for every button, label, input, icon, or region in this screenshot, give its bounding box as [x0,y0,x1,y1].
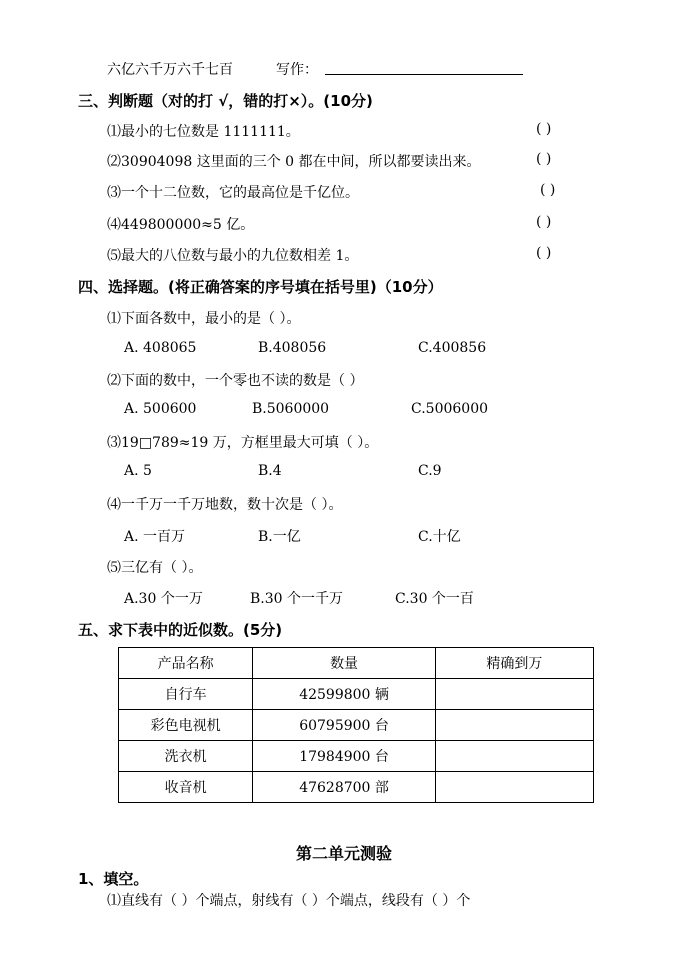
choice-question-5: ⑸三亿有（ ）。 [107,560,203,576]
choice-1-option-b[interactable]: B.408056 [258,340,327,356]
quantity-cell: 42599800 辆 [253,679,435,710]
answer-cell[interactable] [435,741,593,772]
choice-question-1: ⑴下面各数中，最小的是（ ）。 [107,311,301,327]
judge-item-2: ⑵30904098 这里面的三个 0 都在中间，所以都要读出来。 [107,154,481,170]
table-header-row [119,648,594,679]
choice-5-option-c[interactable]: C.30 个一百 [395,591,474,607]
number-to-write: 六亿六千万六千七百 [107,62,233,78]
choice-2-option-a[interactable]: A. 500600 [124,401,197,417]
choice-3-option-a[interactable]: A. 5 [124,463,152,479]
approximation-table [118,647,594,803]
write-label: 写作： [276,62,318,78]
choice-5-option-a[interactable]: A.30 个一万 [124,591,203,607]
section3-title: 三、判断题（对的打 √，错的打×）。(10分) [78,92,373,110]
judge-answer-2[interactable]: ( ) [536,151,552,167]
choice-question-3: ⑶19□789≈19 万，方框里最大可填（ ）。 [107,435,379,451]
judge-answer-3[interactable]: ( ) [540,182,556,198]
table-row [119,741,594,772]
product-name-cell: 洗衣机 [119,741,253,772]
judge-answer-4[interactable]: ( ) [536,214,552,230]
product-name-cell: 彩色电视机 [119,710,253,741]
quantity-cell: 60795900 台 [253,710,435,741]
choice-4-option-c[interactable]: C.十亿 [418,529,461,545]
choice-4-option-b[interactable]: B.一亿 [258,529,301,545]
product-name-cell: 收音机 [119,772,253,803]
judge-item-3: ⑶一个十二位数，它的最高位是千亿位。 [107,185,359,201]
judge-answer-5[interactable]: ( ) [536,245,552,261]
choice-4-option-a[interactable]: A. 一百万 [124,529,186,545]
choice-5-option-b[interactable]: B.30 个一千万 [250,591,344,607]
judge-item-1: ⑴最小的七位数是 1111111。 [107,124,300,140]
choice-question-4: ⑷一千万一千万地数，数十次是（ ）。 [107,497,343,513]
header-quantity: 数量 [253,648,435,679]
section4-title: 四、选择题。(将正确答案的序号填在括号里)（10分） [78,278,443,296]
choice-2-option-b[interactable]: B.5060000 [252,401,330,417]
judge-answer-1[interactable]: ( ) [536,121,552,137]
unit2-title: 第二单元测验 [295,844,392,863]
table-row [119,772,594,803]
answer-cell[interactable] [435,679,593,710]
header-round-to-wan: 精确到万 [435,648,593,679]
judge-item-4: ⑷449800000≈5 亿。 [107,217,255,233]
header-product-name: 产品名称 [119,648,253,679]
table-row [119,679,594,710]
choice-2-option-c[interactable]: C.5006000 [411,401,489,417]
unit2-q1-line: ⑴直线有（ ）个端点，射线有（ ）个端点，线段有（ ）个 [107,893,471,909]
section5-title: 五、求下表中的近似数。(5分) [78,621,283,639]
table-row [119,710,594,741]
write-answer-blank[interactable] [325,74,523,75]
choice-1-option-c[interactable]: C.400856 [418,340,487,356]
judge-item-5: ⑸最大的八位数与最小的九位数相差 1。 [107,248,359,264]
product-name-cell: 自行车 [119,679,253,710]
choice-3-option-b[interactable]: B.4 [258,463,282,479]
answer-cell[interactable] [435,710,593,741]
quantity-cell: 17984900 台 [253,741,435,772]
choice-question-2: ⑵下面的数中，一个零也不读的数是（ ） [107,373,364,389]
choice-1-option-a[interactable]: A. 408065 [124,340,197,356]
choice-3-option-c[interactable]: C.9 [418,463,442,479]
quantity-cell: 47628700 部 [253,772,435,803]
answer-cell[interactable] [435,772,593,803]
unit2-q1-title: 1、填空。 [78,870,149,888]
